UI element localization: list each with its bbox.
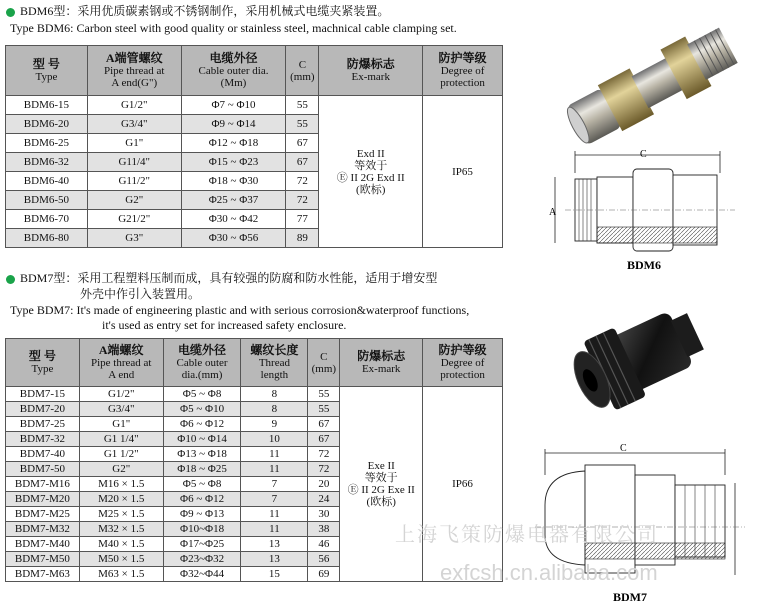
cell-thread: G11/4" bbox=[87, 153, 181, 172]
cell-cable-dia: Φ9 ~ Φ13 bbox=[163, 507, 241, 522]
cell-ex-mark-line: Exe II bbox=[367, 460, 395, 472]
bdm6-header-row bbox=[6, 46, 503, 96]
green-bullet-icon bbox=[6, 8, 15, 17]
cell-thread: M40 × 1.5 bbox=[79, 537, 163, 552]
header-thread: A端螺纹 Pipe thread at A end bbox=[79, 339, 163, 387]
cell-c: 67 bbox=[286, 134, 319, 153]
cell-c: 67 bbox=[308, 432, 340, 447]
bdm6-title-cn bbox=[6, 4, 389, 18]
bdm7-title-cn1 bbox=[6, 271, 437, 285]
bdm6-drawing-c-label: C bbox=[640, 149, 647, 160]
cell-thread-length: 7 bbox=[241, 477, 308, 492]
cell-thread: G11/2" bbox=[87, 172, 181, 191]
cell-ex-mark-line: 等效于 bbox=[354, 159, 388, 172]
cell-thread: G3/4" bbox=[87, 115, 181, 134]
cell-c: 67 bbox=[308, 417, 340, 432]
cell-thread: M32 × 1.5 bbox=[79, 522, 163, 537]
bdm7-title-en2: it's used as entry set for increased safety enclosure. bbox=[102, 318, 347, 332]
cell-c: 55 bbox=[308, 402, 340, 417]
cell-type: BDM6-32 bbox=[6, 153, 88, 172]
cell-thread-length: 10 bbox=[241, 432, 308, 447]
watermark-company: 上海飞策防爆电器有限公司 bbox=[395, 524, 659, 546]
bdm6-title-cn-text: BDM6型：采用优质碳素钢或不锈钢制作，采用机械式电缆夹紧装置。 bbox=[20, 4, 390, 18]
cell-c: 72 bbox=[308, 462, 340, 477]
cell-type: BDM7-M20 bbox=[6, 492, 80, 507]
cell-c: 89 bbox=[286, 229, 319, 248]
cell-cable-dia: Φ30 ~ Φ56 bbox=[181, 229, 286, 248]
cell-ex-mark-line: (欧标) bbox=[356, 183, 386, 196]
header-c: C (mm) bbox=[308, 339, 340, 387]
cell-ex-mark-line: (欧标) bbox=[366, 496, 396, 508]
bdm6-drawing-a-label: A bbox=[549, 207, 557, 218]
bdm6-spec-table bbox=[5, 45, 503, 248]
bdm7-title-cn2: 外壳中作引入装置用。 bbox=[80, 287, 201, 301]
cell-cable-dia: Φ15 ~ Φ23 bbox=[181, 153, 286, 172]
cell-c: 72 bbox=[286, 191, 319, 210]
bdm7-header-row bbox=[6, 339, 503, 387]
table-row bbox=[6, 387, 503, 402]
cell-thread: G3/4" bbox=[79, 402, 163, 417]
bdm6-drawing-label: BDM6 bbox=[627, 258, 661, 272]
header-protection: 防护等级 Degree of protection bbox=[423, 339, 503, 387]
cell-ex-mark-line: Ⓔ II 2G Exe II bbox=[347, 484, 415, 496]
cell-ex-mark bbox=[340, 387, 423, 582]
cell-thread-length: 11 bbox=[241, 447, 308, 462]
cell-c: 20 bbox=[308, 477, 340, 492]
cell-cable-dia: Φ7 ~ Φ10 bbox=[181, 96, 286, 115]
cell-cable-dia: Φ5 ~ Φ8 bbox=[163, 477, 241, 492]
cell-cable-dia: Φ12 ~ Φ18 bbox=[181, 134, 286, 153]
cell-cable-dia: Φ5 ~ Φ10 bbox=[163, 402, 241, 417]
cell-thread: G2" bbox=[79, 462, 163, 477]
cell-type: BDM7-M40 bbox=[6, 537, 80, 552]
bdm7-drawing-c-label: C bbox=[620, 443, 627, 454]
header-thread-length: 螺纹长度 Thread length bbox=[241, 339, 308, 387]
cell-thread: M25 × 1.5 bbox=[79, 507, 163, 522]
cell-cable-dia: Φ6 ~ Φ12 bbox=[163, 417, 241, 432]
header-type: 型 号 Type bbox=[6, 46, 88, 96]
cell-c: 30 bbox=[308, 507, 340, 522]
header-thread: A端管螺纹 Pipe thread at A end(G") bbox=[87, 46, 181, 96]
cell-type: BDM6-15 bbox=[6, 96, 88, 115]
cell-type: BDM7-M16 bbox=[6, 477, 80, 492]
cell-cable-dia: Φ32~Φ44 bbox=[163, 567, 241, 582]
cell-c: 24 bbox=[308, 492, 340, 507]
cell-type: BDM6-40 bbox=[6, 172, 88, 191]
cell-cable-dia: Φ18 ~ Φ25 bbox=[163, 462, 241, 477]
cell-cable-dia: Φ18 ~ Φ30 bbox=[181, 172, 286, 191]
cell-type: BDM6-20 bbox=[6, 115, 88, 134]
bdm7-title-en1: Type BDM7: It's made of engineering plastic and with serious corrosion&waterproof functions, bbox=[10, 303, 470, 317]
header-ex-mark: 防爆标志 Ex-mark bbox=[340, 339, 423, 387]
bdm6-title-en: Type BDM6: Carbon steel with good quality or stainless steel, machnical cable clamping set. bbox=[10, 21, 457, 35]
cell-type: BDM6-25 bbox=[6, 134, 88, 153]
watermark-url: exfcsh.cn.alibaba.com bbox=[440, 560, 658, 585]
cell-type: BDM6-70 bbox=[6, 210, 88, 229]
cell-cable-dia: Φ5 ~ Φ8 bbox=[163, 387, 241, 402]
cell-cable-dia: Φ30 ~ Φ42 bbox=[181, 210, 286, 229]
cell-c: 72 bbox=[308, 447, 340, 462]
cell-thread-length: 15 bbox=[241, 567, 308, 582]
cell-thread-length: 11 bbox=[241, 522, 308, 537]
bdm7-product-photo bbox=[560, 300, 710, 430]
cell-cable-dia: Φ9 ~ Φ14 bbox=[181, 115, 286, 134]
bdm6-product-photo bbox=[555, 2, 755, 152]
header-protection: 防护等级 Degree of protection bbox=[423, 46, 503, 96]
cell-c: 56 bbox=[308, 552, 340, 567]
cell-thread: G3" bbox=[87, 229, 181, 248]
cell-type: BDM7-32 bbox=[6, 432, 80, 447]
cell-c: 55 bbox=[286, 96, 319, 115]
cell-c: 55 bbox=[286, 115, 319, 134]
cell-protection: IP66 bbox=[423, 387, 503, 582]
cell-c: 46 bbox=[308, 537, 340, 552]
cell-ex-mark-line: Ⓔ II 2G Exd II bbox=[336, 171, 405, 184]
cell-c: 38 bbox=[308, 522, 340, 537]
cell-cable-dia: Φ17~Φ25 bbox=[163, 537, 241, 552]
cell-c: 77 bbox=[286, 210, 319, 229]
cell-thread: G1" bbox=[79, 417, 163, 432]
cell-thread-length: 7 bbox=[241, 492, 308, 507]
cell-type: BDM7-M50 bbox=[6, 552, 80, 567]
cell-cable-dia: Φ23~Φ32 bbox=[163, 552, 241, 567]
header-type: 型 号 Type bbox=[6, 339, 80, 387]
cell-type: BDM7-20 bbox=[6, 402, 80, 417]
cell-type: BDM7-M63 bbox=[6, 567, 80, 582]
cell-thread: G1 1/4" bbox=[79, 432, 163, 447]
cell-cable-dia: Φ10~Φ18 bbox=[163, 522, 241, 537]
cell-thread-length: 8 bbox=[241, 402, 308, 417]
cell-cable-dia: Φ25 ~ Φ37 bbox=[181, 191, 286, 210]
cell-type: BDM6-50 bbox=[6, 191, 88, 210]
cell-cable-dia: Φ10 ~ Φ14 bbox=[163, 432, 241, 447]
cell-c: 67 bbox=[286, 153, 319, 172]
bdm7-title-cn1-text: BDM7型：采用工程塑料压制而成，具有较强的防腐和防水性能，适用于增安型 bbox=[20, 271, 438, 285]
cell-cable-dia: Φ6 ~ Φ12 bbox=[163, 492, 241, 507]
cell-thread: G1/2" bbox=[79, 387, 163, 402]
cell-protection: IP65 bbox=[423, 96, 503, 248]
bdm7-drawing-label: BDM7 bbox=[613, 590, 647, 604]
header-cable-dia: 电缆外径 Cable outer dia.(mm) bbox=[163, 339, 241, 387]
cell-type: BDM7-M25 bbox=[6, 507, 80, 522]
cell-thread-length: 11 bbox=[241, 462, 308, 477]
cell-type: BDM7-M32 bbox=[6, 522, 80, 537]
cell-thread: M63 × 1.5 bbox=[79, 567, 163, 582]
green-bullet-icon bbox=[6, 275, 15, 284]
cell-thread: M50 × 1.5 bbox=[79, 552, 163, 567]
cell-thread-length: 9 bbox=[241, 417, 308, 432]
cell-ex-mark-line: Exd II bbox=[356, 147, 385, 160]
table-row bbox=[6, 96, 503, 115]
cell-thread: M20 × 1.5 bbox=[79, 492, 163, 507]
cell-type: BDM7-25 bbox=[6, 417, 80, 432]
bdm6-technical-drawing bbox=[545, 145, 755, 275]
cell-type: BDM7-50 bbox=[6, 462, 80, 477]
cell-thread-length: 13 bbox=[241, 537, 308, 552]
cell-ex-mark bbox=[319, 96, 423, 248]
cell-type: BDM7-40 bbox=[6, 447, 80, 462]
cell-cable-dia: Φ13 ~ Φ18 bbox=[163, 447, 241, 462]
header-ex-mark: 防爆标志 Ex-mark bbox=[319, 46, 423, 96]
cell-thread: G1 1/2" bbox=[79, 447, 163, 462]
cell-thread: G1/2" bbox=[87, 96, 181, 115]
cell-c: 55 bbox=[308, 387, 340, 402]
cell-thread: G2" bbox=[87, 191, 181, 210]
cell-type: BDM7-15 bbox=[6, 387, 80, 402]
cell-type: BDM6-80 bbox=[6, 229, 88, 248]
header-c: C (mm) bbox=[286, 46, 319, 96]
cell-thread-length: 8 bbox=[241, 387, 308, 402]
header-cable-dia: 电缆外径 Cable outer dia. (Mm) bbox=[181, 46, 286, 96]
cell-thread-length: 13 bbox=[241, 552, 308, 567]
cell-thread: G21/2" bbox=[87, 210, 181, 229]
cell-thread: M16 × 1.5 bbox=[79, 477, 163, 492]
cell-thread: G1" bbox=[87, 134, 181, 153]
cell-c: 72 bbox=[286, 172, 319, 191]
cell-c: 69 bbox=[308, 567, 340, 582]
cell-thread-length: 11 bbox=[241, 507, 308, 522]
cell-ex-mark-line: 等效于 bbox=[364, 472, 398, 484]
